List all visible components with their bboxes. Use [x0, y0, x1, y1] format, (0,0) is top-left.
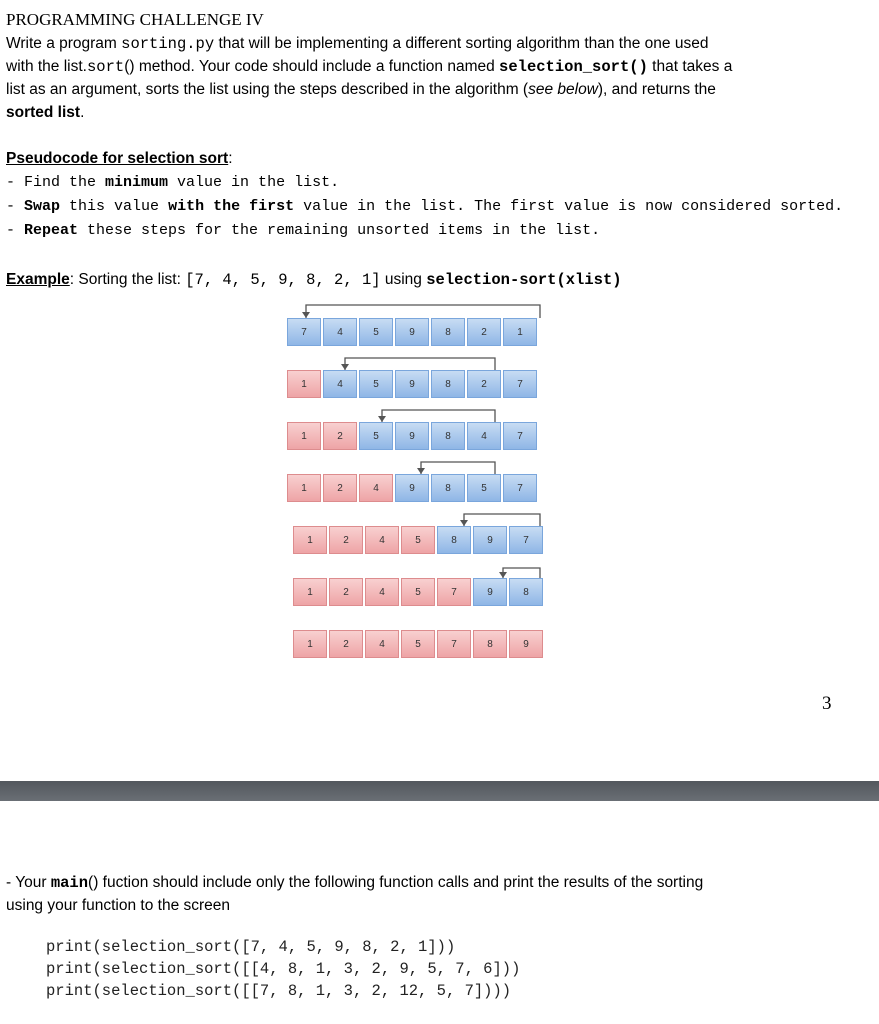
- array-cell: 5: [359, 370, 393, 398]
- array-cell: 7: [503, 474, 537, 502]
- array-cell: 7: [287, 318, 321, 346]
- colon: :: [228, 150, 233, 167]
- array-cell: 1: [293, 578, 327, 606]
- array-cell: 9: [395, 474, 429, 502]
- array-cell: 8: [431, 422, 465, 450]
- array-cell: 2: [467, 370, 501, 398]
- step-text: this value: [60, 198, 169, 215]
- array-cell: 9: [473, 578, 507, 606]
- intro-bold: sorted list: [6, 104, 81, 121]
- array-cell: 5: [401, 526, 435, 554]
- array-cell: 5: [359, 422, 393, 450]
- page-title: PROGRAMMING CHALLENGE IV: [6, 10, 264, 29]
- example-text: using: [380, 271, 427, 288]
- array-cell: 8: [431, 474, 465, 502]
- example-label: Example: [6, 271, 70, 288]
- array-cell: 7: [437, 578, 471, 606]
- step-bold: minimum: [105, 174, 169, 191]
- array-cell: 8: [437, 526, 471, 554]
- array-cell: 8: [509, 578, 543, 606]
- array-cell: 5: [359, 318, 393, 346]
- page-divider: [0, 781, 879, 801]
- array-cell: 5: [467, 474, 501, 502]
- step-text: - Find the: [6, 174, 106, 191]
- array-cell: 7: [437, 630, 471, 658]
- array-cell: 8: [473, 630, 507, 658]
- array-cell: 2: [329, 578, 363, 606]
- array-cell: 4: [323, 318, 357, 346]
- array-cell: 1: [287, 422, 321, 450]
- main-line-2: using your function to the screen: [6, 897, 231, 914]
- intro-text: Write a program: [6, 35, 122, 52]
- array-cell: 2: [323, 474, 357, 502]
- step-bold: with the first: [168, 198, 295, 215]
- step-text: -: [6, 198, 25, 215]
- array-cell: 7: [503, 422, 537, 450]
- filename-code: sorting.py: [121, 35, 215, 53]
- array-cell: 4: [323, 370, 357, 398]
- array-cell: 1: [287, 370, 321, 398]
- array-cell: 5: [401, 578, 435, 606]
- step-text: these steps for the remaining unsorted items in the list.: [78, 222, 601, 239]
- array-cell: 4: [467, 422, 501, 450]
- intro-text: with the list.: [6, 58, 87, 75]
- array-cell: 1: [293, 526, 327, 554]
- main-text: () fuction should include only the following function calls and print the results of the sorting: [88, 874, 704, 891]
- step-text: value in the list.: [168, 174, 340, 191]
- main-func-code: main: [50, 874, 89, 892]
- array-cell: 9: [509, 630, 543, 658]
- intro-italic: see below: [528, 81, 598, 98]
- array-cell: 1: [503, 318, 537, 346]
- method-code: sort: [86, 58, 125, 76]
- example-func-code: selection-sort(xlist): [426, 271, 622, 289]
- array-cell: 8: [431, 318, 465, 346]
- function-name-code: selection_sort(): [499, 58, 648, 76]
- code-line-1: print(selection_sort([7, 4, 5, 9, 8, 2, 1])): [46, 938, 456, 956]
- array-cell: 2: [329, 630, 363, 658]
- code-line-3: print(selection_sort([[7, 8, 1, 3, 2, 12, 5, 7]))): [46, 982, 512, 1000]
- array-cell: 4: [365, 630, 399, 658]
- array-cell: 9: [473, 526, 507, 554]
- main-text: - Your: [6, 874, 51, 891]
- step-text: -: [6, 222, 25, 239]
- example-list-code: [7, 4, 5, 9, 8, 2, 1]: [185, 271, 381, 289]
- intro-text: .: [80, 104, 85, 121]
- intro-text: ), and returns the: [597, 81, 716, 98]
- array-cell: 1: [287, 474, 321, 502]
- code-line-2: print(selection_sort([[4, 8, 1, 3, 2, 9, 5, 7, 6])): [46, 960, 521, 978]
- array-cell: 7: [509, 526, 543, 554]
- page-number: 3: [822, 693, 832, 714]
- step-text: value in the list. The first value is now considered sorted.: [294, 198, 844, 215]
- intro-text: list as an argument, sorts the list using the steps described in the algorithm (: [6, 81, 529, 98]
- intro-text: that takes a: [647, 58, 733, 75]
- array-cell: 9: [395, 422, 429, 450]
- array-cell: 4: [365, 526, 399, 554]
- array-cell: 2: [323, 422, 357, 450]
- pseudocode-heading: Pseudocode for selection sort: [6, 150, 229, 167]
- step-bold: Swap: [24, 198, 61, 215]
- array-cell: 7: [503, 370, 537, 398]
- array-cell: 2: [467, 318, 501, 346]
- array-cell: 2: [329, 526, 363, 554]
- array-cell: 8: [431, 370, 465, 398]
- step-bold: Repeat: [24, 222, 79, 239]
- array-cell: 1: [293, 630, 327, 658]
- array-cell: 9: [395, 318, 429, 346]
- example-text: : Sorting the list:: [69, 271, 186, 288]
- array-cell: 9: [395, 370, 429, 398]
- array-cell: 4: [365, 578, 399, 606]
- intro-text: () method. Your code should include a function named: [124, 58, 500, 75]
- intro-text: that will be implementing a different sorting algorithm than the one used: [214, 35, 709, 52]
- main-line-1: [6, 871, 703, 895]
- array-cell: 5: [401, 630, 435, 658]
- array-cell: 4: [359, 474, 393, 502]
